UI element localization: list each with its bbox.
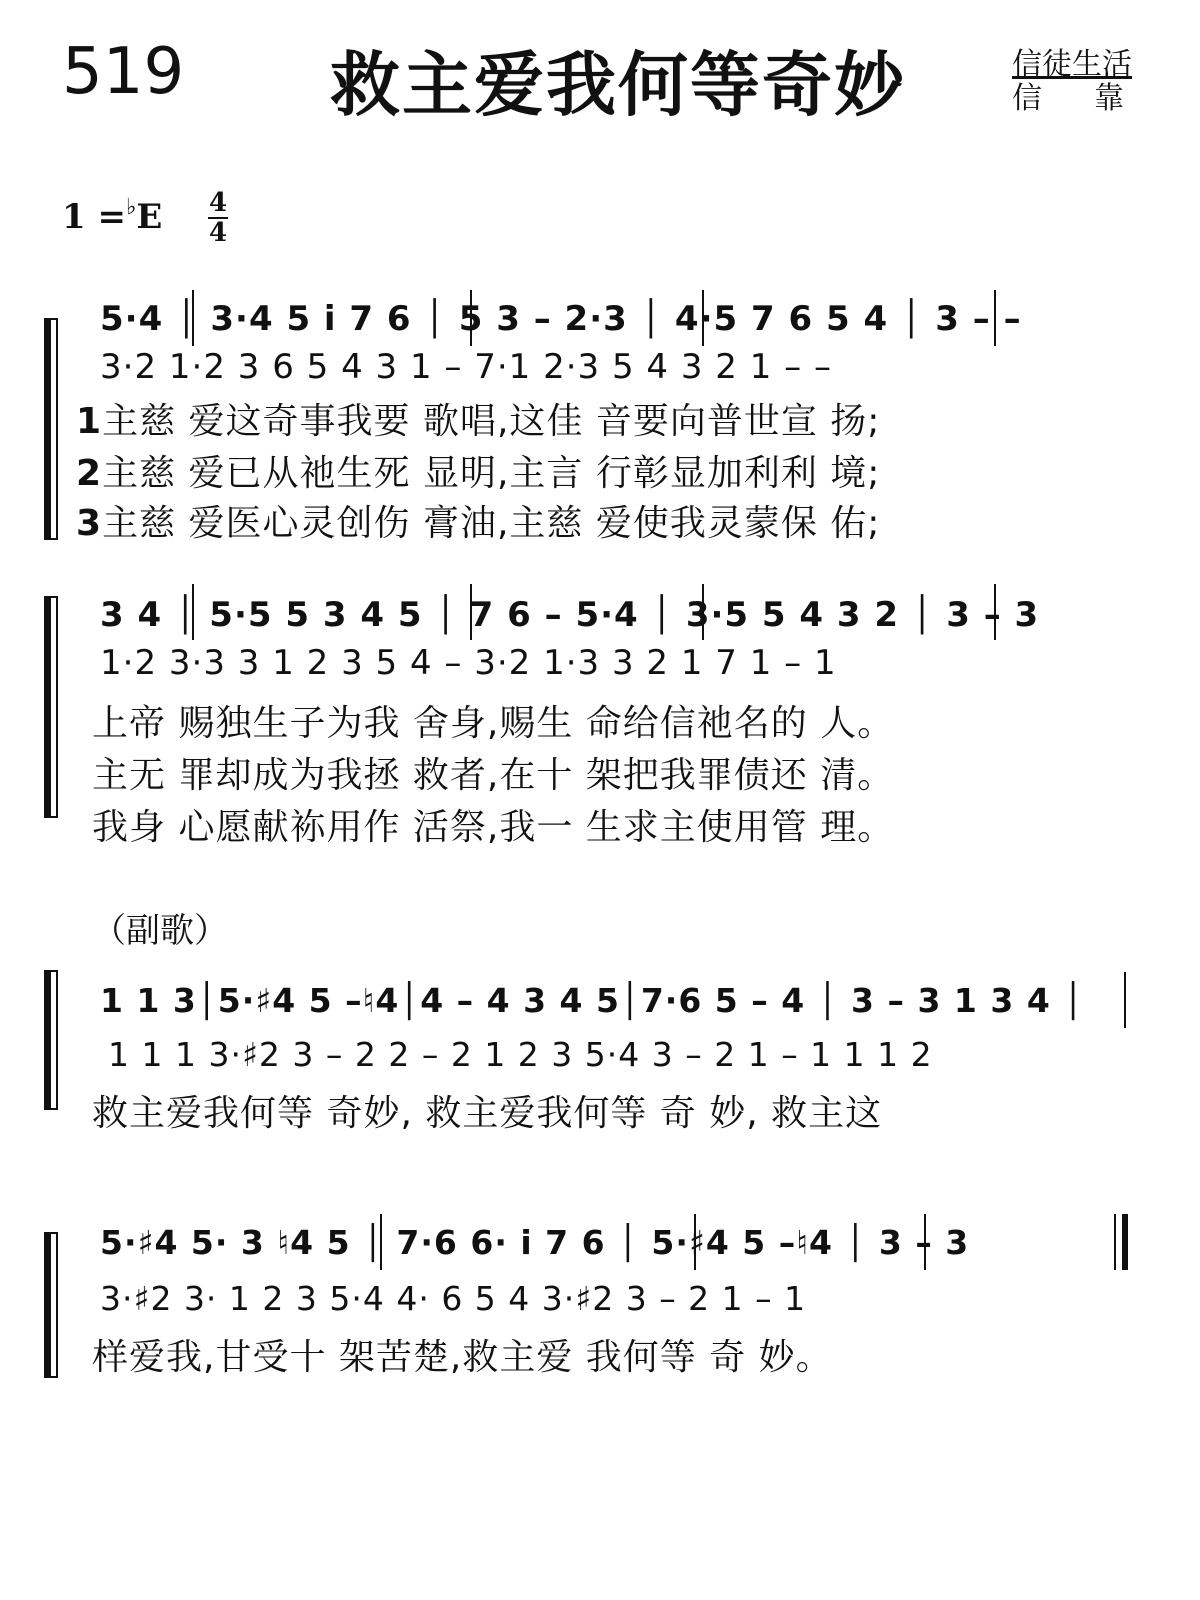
key-name: E [136,197,163,237]
verse-number: 2 [76,453,103,494]
final-barline-thick [1122,1214,1128,1270]
brace-bottom [44,1108,58,1110]
source-attribution [1012,48,1176,116]
barline-end [1124,972,1126,1028]
system-brace [44,318,51,540]
system-brace [44,1232,51,1378]
flat-sign: ♭ [125,194,137,220]
system-brace-line [56,318,58,540]
melody-line: 3 4 │ 5·5 5 3 4 5 │ 7 6 – 5·4 │ 3·5 5 4 3 2 │ 3 – 3 [100,595,1040,635]
chorus-label: （副歌） [92,911,228,951]
verse-number: 1 [76,401,103,442]
brace-bottom [44,1376,58,1378]
system-brace [44,596,51,818]
system-brace [44,970,51,1110]
hymn-title: 救主爱我何等奇妙 [330,44,906,126]
chorus-lyrics: 样爱我,甘受十 架苦楚,救主爱 我何等 奇 妙。 [92,1337,833,1378]
harmony-line: 1·2 3·3 3 1 2 3 5 4 – 3·2 1·3 3 2 1 7 1 – 1 [100,643,837,683]
system-brace-line [56,1232,58,1378]
source-line-1: 信徒生活 [1012,47,1132,82]
lyric-text: 主慈 爱已从祂生死 显明,主言 行彰显加利利 境; [102,453,881,494]
lyrics-verse-1 [76,401,881,442]
brace-top [44,596,58,598]
hymn-number: 519 [62,35,185,109]
source-line-2: 信靠 [1012,81,1176,116]
brace-top [44,1232,58,1234]
melody-line: 5·4 │ 3·4 5 i 7 6 │ 5 3 – 2·3 │ 4·5 7 6 5 4 │ 3 – – [100,299,1022,339]
brace-top [44,318,58,320]
brace-bottom [44,538,58,540]
lyrics-verse-2 [76,453,881,494]
harmony-line: 1 1 1 3·♯2 3 – 2 2 – 2 1 2 3 5·4 3 – 2 1 – 1 1 1 2 [108,1035,933,1074]
brace-bottom [44,816,58,818]
lyrics-verse-3 [76,503,881,544]
time-bottom: 4 [208,218,228,248]
verse-number: 3 [76,503,103,544]
brace-top [44,970,58,972]
lyrics-verse-3: 我身 心愿献袮用作 活祭,我一 生求主使用管 理。 [92,807,895,848]
lyric-text: 主慈 爱这奇事我要 歌唱,这佳 音要向普世宣 扬; [102,401,881,442]
system-brace-line [56,596,58,818]
lyrics-verse-2: 主无 罪却成为我拯 救者,在十 架把我罪债还 清。 [92,755,895,796]
lyrics-verse-1: 上帝 赐独生子为我 舍身,赐生 命给信祂名的 人。 [92,703,895,744]
time-signature [208,190,228,246]
harmony-line: 3·2 1·2 3 6 5 4 3 1 – 7·1 2·3 5 4 3 2 1 – – [100,347,832,387]
key-signature [62,194,163,237]
key-prefix: 1 = [62,197,126,237]
system-brace-line [56,970,58,1110]
melody-line: 5·♯4 5· 3 ♮4 5 │ 7·6 6· i 7 6 │ 5·♯4 5 –♮4 │ 3 – 3 [100,1223,970,1262]
final-barline-thin [1114,1214,1116,1270]
lyric-text: 主慈 爱医心灵创伤 膏油,主慈 爱使我灵蒙保 佑; [102,503,881,544]
time-top: 4 [208,188,228,218]
harmony-line: 3·♯2 3· 1 2 3 5·4 4· 6 5 4 3·♯2 3 – 2 1 – 1 [100,1279,807,1318]
melody-line: 1 1 3│5·♯4 5 –♮4│4 – 4 3 4 5│7·6 5 – 4 │ 3 – 3 1 3 4 │ [100,981,1085,1020]
chorus-lyrics: 救主爱我何等 奇妙, 救主爱我何等 奇 妙, 救主这 [92,1093,883,1134]
